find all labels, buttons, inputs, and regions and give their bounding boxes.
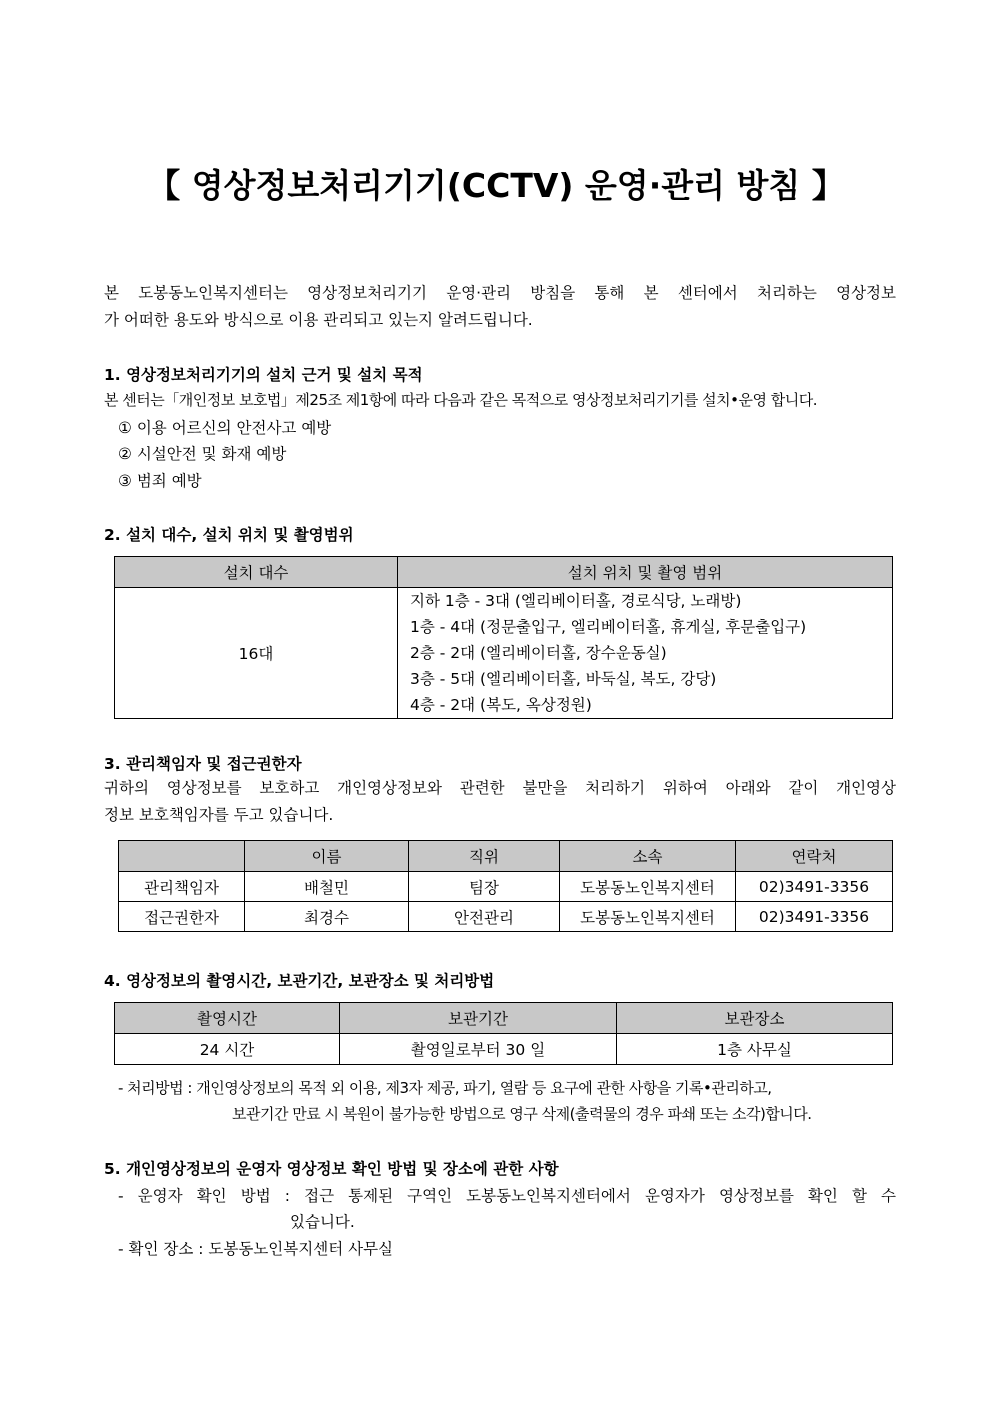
table-row (119, 872, 893, 902)
manager-col-name: 이름 (245, 841, 409, 872)
table-row (115, 1034, 893, 1065)
section3-paragraph (104, 775, 896, 828)
retention-period-cell: 촬영일로부터 30 일 (340, 1034, 617, 1065)
section1-item-1: ① 이용 어르신의 안전사고 예방 (118, 419, 332, 437)
section1-item-2: ② 시설안전 및 화재 예방 (118, 445, 287, 463)
section3-line-2: 정보 보호책임자를 두고 있습니다. (104, 805, 334, 824)
intro-line-1: 본 도봉동노인복지센터는 영상정보처리기기 운영·관리 방침을 통해 본 센터에서 처리하는 영상정보 (104, 284, 896, 302)
install-col-location: 설치 위치 및 촬영 범위 (398, 557, 893, 588)
section1-heading: 1. 영상정보처리기기의 설치 근거 및 설치 목적 (104, 366, 423, 384)
position-cell: 안전관리 (409, 902, 560, 932)
manager-col-affiliation: 소속 (560, 841, 736, 872)
retention-col-time: 촬영시간 (115, 1003, 340, 1034)
retention-table (114, 1002, 893, 1065)
contact-cell: 02)3491-3356 (736, 902, 893, 932)
position-cell: 팀장 (409, 872, 560, 902)
location-item: 3층 - 5대 (엘리베이터홀, 바둑실, 복도, 강당) (410, 670, 717, 688)
section1-item-3: ③ 범죄 예방 (118, 472, 202, 490)
section4-method-line-1: - 처리방법 : 개인영상정보의 목적 외 이용, 제3자 제공, 파기, 열람 등 요구에 관한 사항을 기록•관리하고, (118, 1079, 772, 1097)
affiliation-cell: 도봉동노인복지센터 (560, 872, 736, 902)
manager-col-blank (119, 841, 245, 872)
manager-col-contact: 연락처 (736, 841, 893, 872)
install-count: 16대 (115, 588, 398, 719)
install-locations (398, 588, 893, 719)
table-row (119, 902, 893, 932)
install-table (114, 556, 893, 719)
page-title: 【 영상정보처리기기(CCTV) 운영·관리 방침 】 (147, 166, 845, 205)
manager-table (118, 840, 893, 932)
location-item: 2층 - 2대 (엘리베이터홀, 장수운동실) (410, 644, 667, 662)
section5-method-line-2: 있습니다. (290, 1213, 355, 1231)
section1-text: 본 센터는「개인정보 보호법」제25조 제1항에 따라 다음과 같은 목적으로 영상정보처리기기를 설치•운영 합니다. (104, 391, 818, 409)
manager-col-position: 직위 (409, 841, 560, 872)
role-cell: 관리책임자 (119, 872, 245, 902)
section5-method-line-1: - 운영자 확인 방법 : 접근 통제된 구역인 도봉동노인복지센터에서 운영자가 영상정보를 확인 할 수 (118, 1187, 896, 1205)
intro-paragraph (104, 280, 896, 333)
intro-line-2: 가 어떠한 용도와 방식으로 이용 관리되고 있는지 알려드립니다. (104, 310, 533, 329)
location-item: 지하 1층 - 3대 (엘리베이터홀, 경로식당, 노래방) (410, 592, 742, 610)
section4-heading: 4. 영상정보의 촬영시간, 보관기간, 보관장소 및 처리방법 (104, 972, 495, 990)
location-item: 1층 - 4대 (정문출입구, 엘리베이터홀, 휴게실, 후문출입구) (410, 618, 807, 636)
section3-heading: 3. 관리책임자 및 접근권한자 (104, 755, 302, 773)
role-cell: 접근권한자 (119, 902, 245, 932)
record-time-cell: 24 시간 (115, 1034, 340, 1065)
affiliation-cell: 도봉동노인복지센터 (560, 902, 736, 932)
section5-heading: 5. 개인영상정보의 운영자 영상정보 확인 방법 및 장소에 관한 사항 (104, 1160, 559, 1178)
name-cell: 배철민 (245, 872, 409, 902)
name-cell: 최경수 (245, 902, 409, 932)
section3-line-1: 귀하의 영상정보를 보호하고 개인영상정보와 관련한 불만을 처리하기 위하여 아래와 같이 개인영상 (104, 779, 896, 797)
retention-col-place: 보관장소 (617, 1003, 893, 1034)
location-item: 4층 - 2대 (복도, 옥상정원) (410, 696, 592, 714)
section5-place: - 확인 장소 : 도봉동노인복지센터 사무실 (118, 1240, 394, 1258)
section4-method-line-2: 보관기간 만료 시 복원이 불가능한 방법으로 영구 삭제(출력물의 경우 파쇄 또는 소각)합니다. (232, 1105, 812, 1123)
storage-place-cell: 1층 사무실 (617, 1034, 893, 1065)
retention-col-period: 보관기간 (340, 1003, 617, 1034)
section2-heading: 2. 설치 대수, 설치 위치 및 촬영범위 (104, 526, 354, 544)
install-col-count: 설치 대수 (115, 557, 398, 588)
contact-cell: 02)3491-3356 (736, 872, 893, 902)
